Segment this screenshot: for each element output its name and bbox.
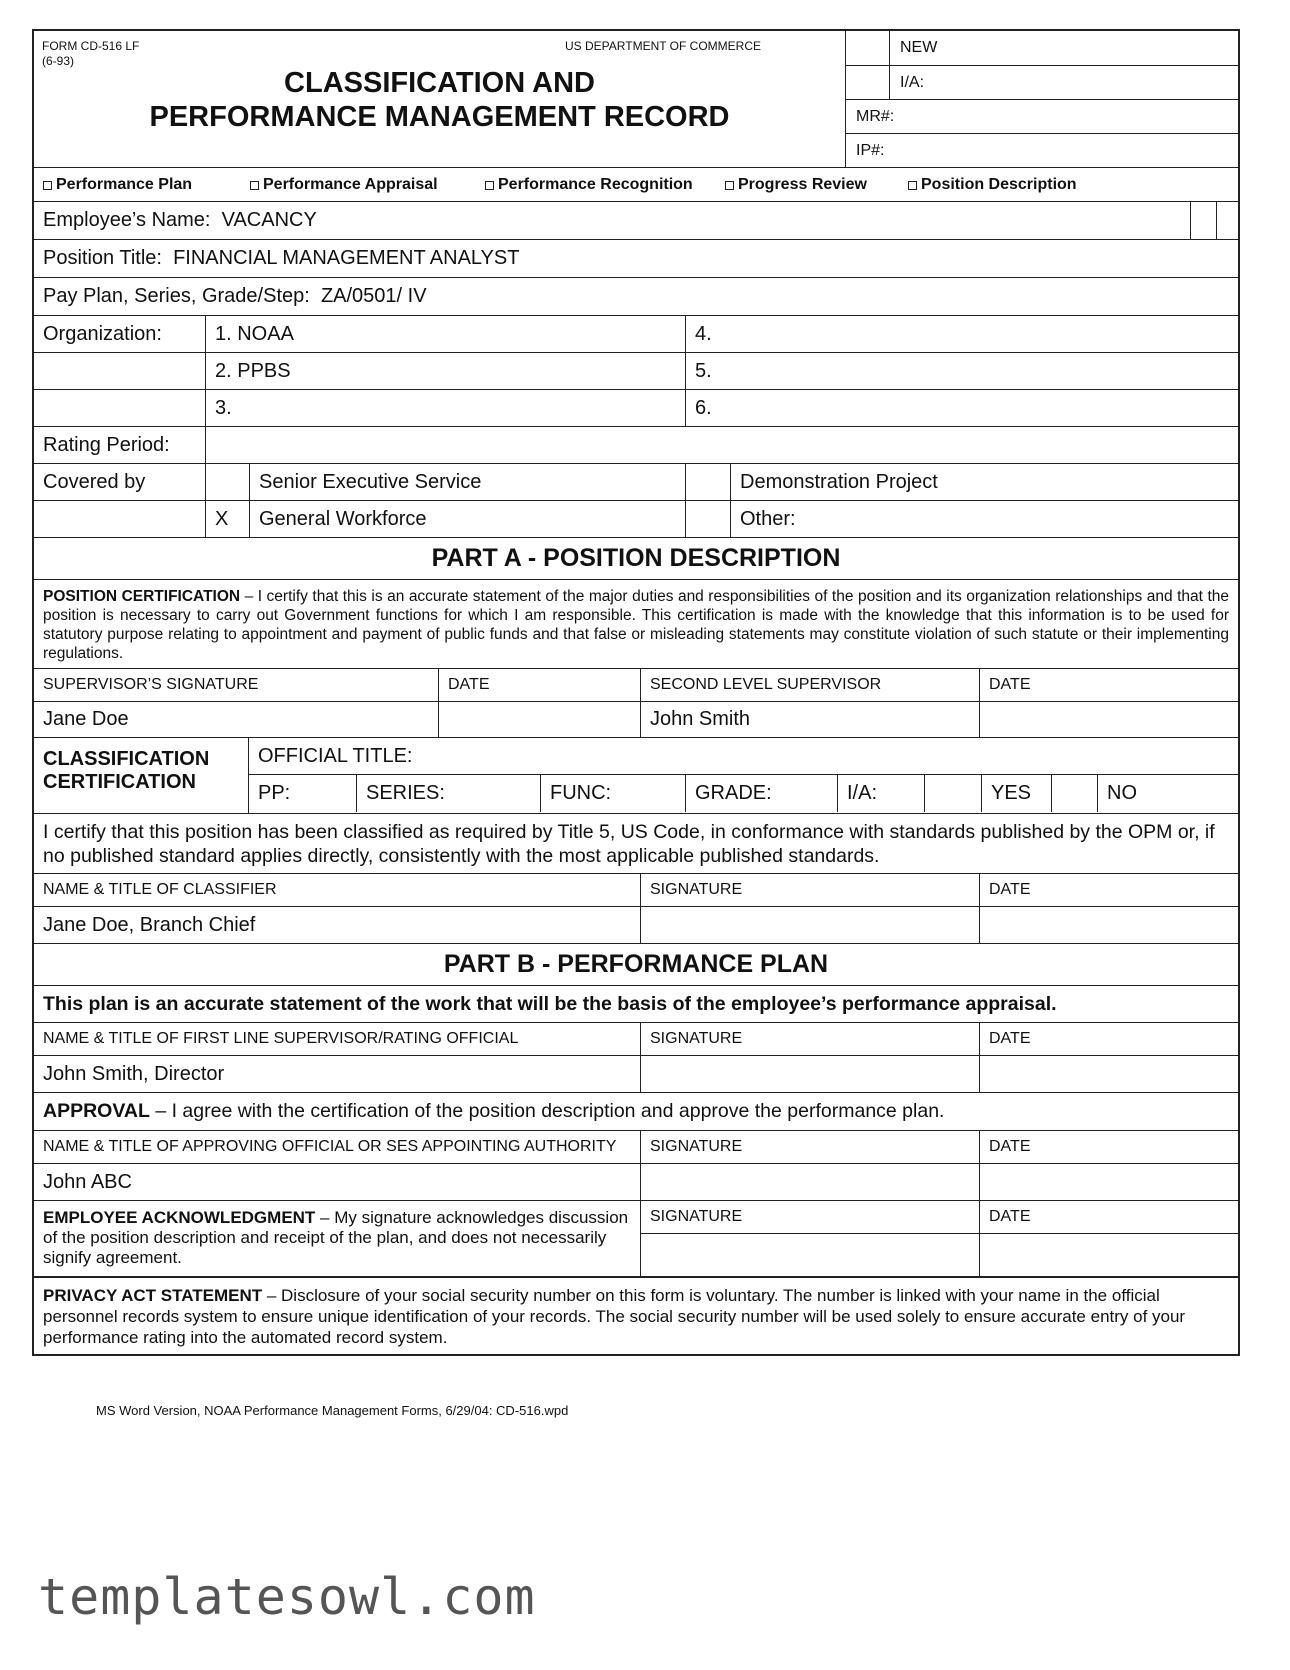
acknowledgment-row bbox=[34, 1200, 1238, 1276]
type-position-description[interactable] bbox=[908, 176, 1077, 194]
date-label: DATE bbox=[438, 669, 640, 701]
organization-item-3[interactable]: 3. bbox=[205, 390, 685, 426]
no-label: NO bbox=[1097, 775, 1237, 812]
privacy-text: – Disclosure of your social security number on this form is voluntary. The number is linked with your name in the official personnel records system to ensure unique identification of your records. The social security number will be used solely to ensure accurate entry of your performance rating into the automated record system. bbox=[43, 1286, 1186, 1347]
date-label: DATE bbox=[979, 874, 1238, 906]
demo-checkbox[interactable] bbox=[685, 464, 730, 500]
func-field[interactable]: FUNC: bbox=[540, 775, 685, 812]
demo-label: Demonstration Project bbox=[730, 464, 1238, 500]
classification-row bbox=[34, 737, 1238, 813]
pay-plan-field[interactable] bbox=[34, 278, 1238, 315]
rating-official-label: NAME & TITLE OF FIRST LINE SUPERVISOR/RATING OFFICIAL bbox=[43, 1030, 519, 1047]
date-label: DATE bbox=[979, 1023, 1238, 1055]
watermark: templatesowl.com bbox=[38, 1568, 536, 1626]
ia-row bbox=[846, 65, 1238, 99]
classification-fields bbox=[248, 738, 1238, 813]
form-number bbox=[42, 39, 139, 69]
position-title-value: FINANCIAL MANAGEMENT ANALYST bbox=[173, 247, 520, 269]
classifier-signature-field[interactable] bbox=[640, 907, 979, 943]
approval-text: – I agree with the certification of the position description and approve the performance plan. bbox=[149, 1100, 945, 1122]
acknowledgment-heading: EMPLOYEE ACKNOWLEDGMENT bbox=[43, 1208, 316, 1227]
rating-period-row bbox=[34, 426, 1238, 463]
pay-plan-row bbox=[34, 277, 1238, 315]
pp-field[interactable]: PP: bbox=[258, 782, 291, 804]
other-checkbox[interactable] bbox=[685, 501, 730, 537]
position-title-field[interactable] bbox=[34, 240, 1238, 277]
part-b-title-row bbox=[34, 943, 1238, 985]
approving-signature-field[interactable] bbox=[640, 1164, 979, 1200]
plan-statement: This plan is an accurate statement of the work that will be the basis of the employee’s performance appraisal. bbox=[43, 992, 1057, 1015]
position-title-label: Position Title: bbox=[43, 247, 162, 269]
checkbox-icon bbox=[485, 181, 494, 190]
classification-heading-line1: CLASSIFICATION bbox=[43, 748, 210, 770]
supervisor-signature-field[interactable]: Jane Doe bbox=[43, 708, 129, 730]
type-label: Performance Plan bbox=[56, 176, 193, 193]
classification-codes-row bbox=[249, 775, 1238, 812]
acknowledgment-text bbox=[34, 1201, 640, 1276]
approval-statement bbox=[34, 1093, 1238, 1130]
grade-field[interactable]: GRADE: bbox=[685, 775, 837, 812]
type-label: Progress Review bbox=[738, 176, 867, 193]
series-field[interactable]: SERIES: bbox=[356, 775, 540, 812]
form-title-block bbox=[34, 31, 845, 167]
position-certification-text bbox=[34, 580, 1238, 668]
date-label: DATE bbox=[980, 1201, 1238, 1234]
classification-heading bbox=[34, 738, 248, 813]
supervisor-values-row bbox=[34, 701, 1238, 737]
employee-name-value: VACANCY bbox=[221, 209, 317, 231]
type-performance-appraisal[interactable] bbox=[250, 176, 438, 194]
privacy-heading: PRIVACY ACT STATEMENT bbox=[43, 1286, 263, 1305]
organization-item-5[interactable]: 5. bbox=[685, 353, 1238, 389]
approval-heading: APPROVAL bbox=[43, 1100, 150, 1122]
plan-statement-row bbox=[34, 985, 1238, 1022]
classification-heading-line2: CERTIFICATION bbox=[43, 771, 196, 793]
form-header bbox=[34, 31, 1238, 167]
mr-label: MR#: bbox=[856, 107, 895, 125]
organization-item-4[interactable]: 4. bbox=[685, 316, 1238, 352]
yes-label: YES bbox=[981, 775, 1051, 812]
ia-field: I/A: bbox=[837, 775, 924, 812]
type-label: Position Description bbox=[921, 176, 1077, 193]
privacy-statement bbox=[34, 1278, 1238, 1354]
rating-period-field[interactable] bbox=[205, 427, 1238, 463]
signature-label: SIGNATURE bbox=[640, 1131, 979, 1163]
new-label: NEW bbox=[900, 39, 938, 56]
footer-note: MS Word Version, NOAA Performance Management Forms, 6/29/04: CD-516.wpd bbox=[96, 1403, 569, 1418]
checkbox-icon bbox=[43, 181, 52, 190]
classification-statement-row bbox=[34, 813, 1238, 873]
approving-official-field[interactable]: John ABC bbox=[43, 1170, 132, 1193]
part-a-title: PART A - POSITION DESCRIPTION bbox=[431, 544, 841, 572]
position-certification-heading: POSITION CERTIFICATION bbox=[43, 588, 241, 605]
ia-no-checkbox[interactable] bbox=[1051, 775, 1097, 812]
privacy-row bbox=[34, 1276, 1238, 1354]
pay-plan-value: ZA/0501/ IV bbox=[320, 285, 427, 307]
organization-label: Organization: bbox=[43, 322, 162, 345]
supervisor-date-field[interactable] bbox=[438, 702, 640, 737]
checkbox-icon bbox=[725, 181, 734, 190]
checkbox-icon bbox=[908, 181, 917, 190]
approving-date-field[interactable] bbox=[979, 1164, 1238, 1200]
signature-label: SIGNATURE bbox=[641, 1201, 979, 1234]
position-title-row bbox=[34, 239, 1238, 277]
employee-code-box-2[interactable] bbox=[1216, 202, 1238, 239]
second-supervisor-date-field[interactable] bbox=[979, 702, 1238, 737]
gw-checkbox[interactable]: X bbox=[205, 501, 249, 537]
form-title-line1: CLASSIFICATION AND bbox=[284, 67, 595, 99]
form-number-text: FORM CD-516 LF bbox=[42, 39, 140, 53]
approval-row bbox=[34, 1092, 1238, 1130]
classifier-field[interactable]: Jane Doe, Branch Chief bbox=[43, 913, 256, 936]
ses-checkbox[interactable] bbox=[205, 464, 249, 500]
acknowledgment-date bbox=[979, 1201, 1238, 1276]
ia-yes-checkbox[interactable] bbox=[924, 775, 981, 812]
mr-row[interactable] bbox=[846, 99, 1238, 133]
ip-label: IP#: bbox=[856, 141, 885, 159]
form-title-line2: PERFORMANCE MANAGEMENT RECORD bbox=[149, 101, 730, 133]
form-date-text: (6-93) bbox=[42, 54, 75, 68]
part-a-title-row bbox=[34, 537, 1238, 579]
approving-labels-row bbox=[34, 1130, 1238, 1163]
rating-official-labels-row bbox=[34, 1022, 1238, 1055]
record-codes bbox=[845, 31, 1238, 167]
organization-spacer bbox=[34, 353, 205, 389]
employee-name-row bbox=[34, 201, 1238, 239]
second-supervisor-label: SECOND LEVEL SUPERVISOR bbox=[640, 669, 979, 701]
position-certification-body: – I certify that this is an accurate statement of the major duties and responsibilities of the position and its organization relationships and that the position is necessary to carry out Government functions for which I am responsible. This certification is made with the knowledge that this information is to be used for statutory purpose relating to appointment and payment of public funds and that false or misleading statements may constitute violation of such statute or their implementing regulations. bbox=[43, 588, 1229, 662]
employee-name-label: Employee’s Name: bbox=[43, 209, 211, 231]
classification-statement: I certify that this position has been classified as required by Title 5, US Code, in conformance with standards published by the OPM or, if no published standard applies directly, consistently with the most applicable published standards. bbox=[43, 821, 1215, 867]
approving-values-row bbox=[34, 1163, 1238, 1200]
checkbox-icon bbox=[250, 181, 259, 190]
ia-checkbox[interactable] bbox=[846, 66, 890, 99]
ip-row[interactable] bbox=[846, 133, 1238, 167]
covered-by-spacer bbox=[34, 501, 205, 537]
date-label: DATE bbox=[979, 669, 1238, 701]
rating-official-signature-field[interactable] bbox=[640, 1056, 979, 1092]
acknowledgment-signature bbox=[640, 1201, 979, 1276]
second-supervisor-field[interactable]: John Smith bbox=[640, 702, 979, 737]
supervisor-signature-label: SUPERVISOR’S SIGNATURE bbox=[43, 676, 259, 693]
other-label[interactable]: Other: bbox=[730, 501, 1238, 537]
type-performance-plan[interactable] bbox=[43, 176, 192, 194]
organization-spacer bbox=[34, 390, 205, 426]
classifier-values-row bbox=[34, 906, 1238, 943]
supervisor-labels-row bbox=[34, 668, 1238, 701]
ses-label: Senior Executive Service bbox=[249, 464, 685, 500]
approving-official-label: NAME & TITLE OF APPROVING OFFICIAL OR SES APPOINTING AUTHORITY bbox=[43, 1138, 617, 1155]
gw-label: General Workforce bbox=[249, 501, 685, 537]
classifier-labels-row bbox=[34, 873, 1238, 906]
classifier-date-field[interactable] bbox=[979, 907, 1238, 943]
rating-official-date-field[interactable] bbox=[979, 1056, 1238, 1092]
employee-name-field[interactable] bbox=[34, 202, 1190, 239]
organization-row-1 bbox=[34, 315, 1238, 352]
pay-plan-label: Pay Plan, Series, Grade/Step: bbox=[43, 285, 310, 307]
classifier-label: NAME & TITLE OF CLASSIFIER bbox=[43, 881, 277, 898]
official-title-field[interactable]: OFFICIAL TITLE: bbox=[258, 744, 413, 767]
organization-item-1[interactable]: 1. NOAA bbox=[205, 316, 685, 352]
type-label: Performance Appraisal bbox=[263, 176, 438, 193]
signature-label: SIGNATURE bbox=[640, 874, 979, 906]
acknowledgment-signature-field[interactable] bbox=[641, 1234, 979, 1275]
type-progress-review[interactable] bbox=[725, 176, 867, 194]
acknowledgment-body: – My signature acknowledges discussion of the position description and receipt of the plan, and does not necessarily signify agreement. bbox=[43, 1208, 629, 1267]
acknowledgment-date-field[interactable] bbox=[980, 1234, 1238, 1275]
rating-period-label: Rating Period: bbox=[43, 433, 170, 456]
organization-item-6[interactable]: 6. bbox=[685, 390, 1238, 426]
department-name: US DEPARTMENT OF COMMERCE bbox=[565, 39, 762, 53]
new-row bbox=[846, 31, 1238, 65]
rating-official-field[interactable]: John Smith, Director bbox=[43, 1062, 225, 1085]
position-certification-row bbox=[34, 579, 1238, 668]
covered-by-row-1 bbox=[34, 463, 1238, 500]
organization-item-2[interactable]: 2. PPBS bbox=[205, 353, 685, 389]
record-type-row bbox=[34, 167, 1238, 201]
employee-code-box-1[interactable] bbox=[1190, 202, 1216, 239]
official-title-row bbox=[249, 738, 1238, 775]
type-label: Performance Recognition bbox=[498, 176, 693, 193]
rating-official-values-row bbox=[34, 1055, 1238, 1092]
record-form bbox=[32, 29, 1240, 1356]
new-checkbox[interactable] bbox=[846, 31, 890, 65]
type-performance-recognition[interactable] bbox=[485, 176, 693, 194]
part-b-title: PART B - PERFORMANCE PLAN bbox=[443, 950, 829, 978]
covered-by-label: Covered by bbox=[43, 470, 146, 493]
covered-by-row-2 bbox=[34, 500, 1238, 537]
date-label: DATE bbox=[979, 1131, 1238, 1163]
ia-label: I/A: bbox=[900, 73, 925, 91]
organization-row-2 bbox=[34, 352, 1238, 389]
signature-label: SIGNATURE bbox=[640, 1023, 979, 1055]
organization-row-3 bbox=[34, 389, 1238, 426]
